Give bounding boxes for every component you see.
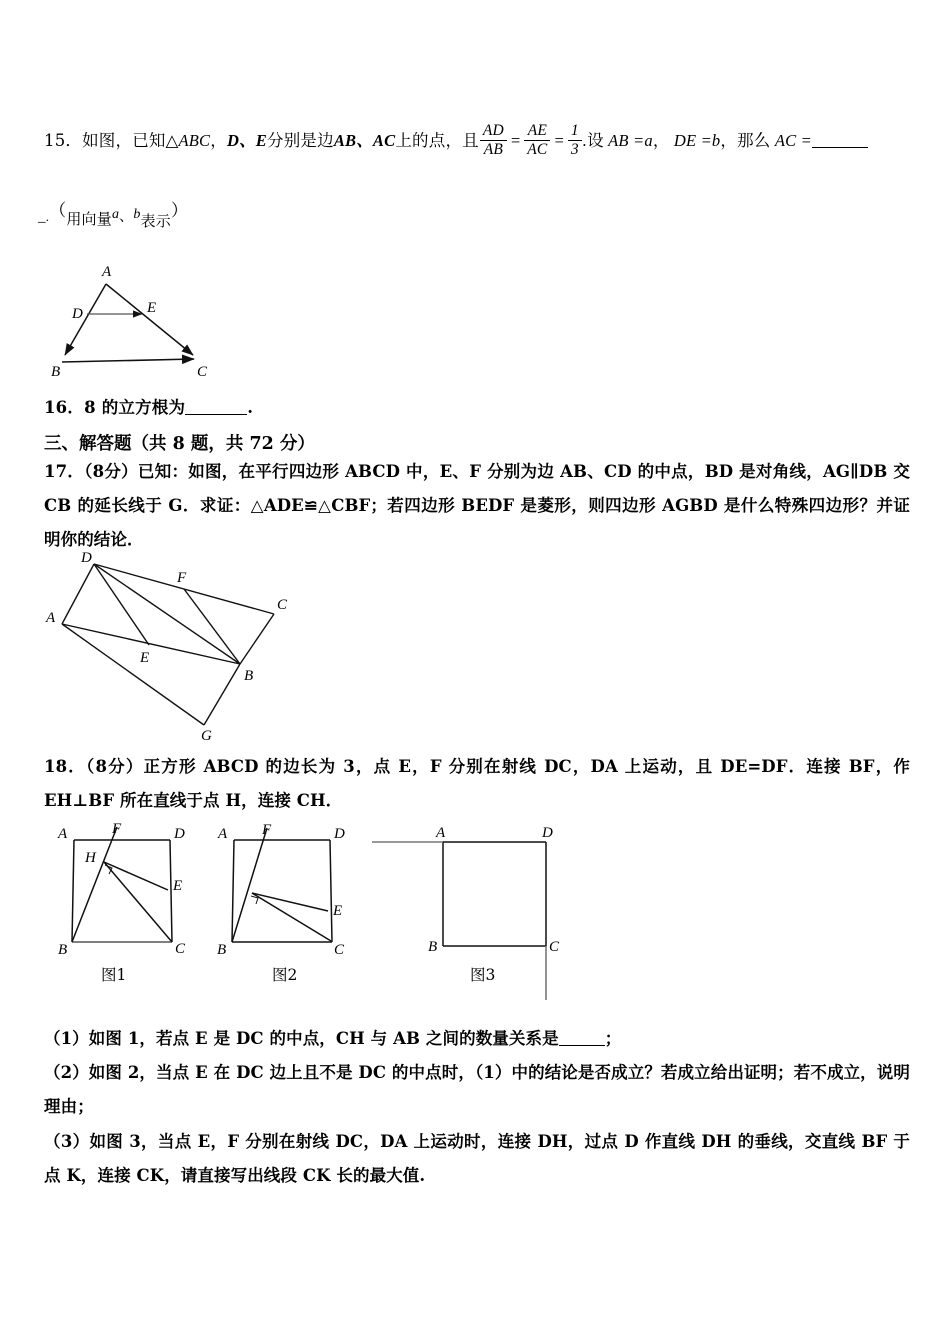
label-a: A [46, 610, 56, 626]
segment-hc [252, 893, 331, 941]
fraction-denominator: 3 [568, 140, 582, 159]
q18-sub1-text: （1）如图 1，若点 E 是 DC 的中点，CH 与 AB 之间的数量关系是 [44, 1029, 559, 1048]
triangle-abc-figure [48, 258, 248, 383]
segment-db [94, 564, 240, 664]
q15-de: D、E [226, 131, 267, 151]
q15-ab: AB [608, 131, 629, 151]
vector-bc [62, 359, 194, 362]
label-c: C [549, 939, 560, 955]
square-figure-2-svg [212, 822, 362, 962]
label-h: H [85, 850, 96, 866]
q15-line2-vector-b: b [133, 207, 141, 222]
label-b: B [58, 942, 68, 958]
vector-ac [106, 284, 193, 355]
square-figure-2 [212, 822, 362, 962]
fraction-numerator: AD [482, 122, 504, 139]
label-d: D [174, 826, 185, 842]
fraction-ad-ab [480, 122, 507, 159]
q15-line2-cn-1: 用向量 [66, 210, 112, 228]
q15-text-c: 上的点，且 [395, 131, 479, 151]
label-a: A [218, 826, 228, 842]
segment-ba [232, 840, 234, 942]
segment-bf [72, 827, 117, 942]
segment-cb [240, 614, 274, 664]
equals-sign-2: = [553, 130, 565, 150]
label-b: B [428, 939, 438, 955]
segment-dc [170, 840, 172, 942]
section-3-title: 三、解答题（共 8 题，共 72 分） [44, 434, 315, 454]
answer-blank-q15[interactable] [812, 147, 868, 148]
figure-1-caption: 图1 [101, 966, 127, 984]
label-e: E [333, 903, 343, 919]
q15-comma-1: ， [210, 131, 227, 151]
segment-dc [330, 840, 332, 942]
q15-eq-4: = [700, 131, 712, 151]
question-15-line-2 [38, 203, 188, 229]
figure-3-caption: 图3 [470, 966, 496, 984]
segment-he [104, 862, 168, 890]
segment-ba [72, 840, 74, 942]
q17-number: 17． [44, 462, 85, 481]
q15-paren-open: （ [49, 201, 67, 221]
square-figure-1-svg [52, 822, 202, 962]
label-d: D [542, 825, 553, 841]
label-f: F [177, 570, 187, 586]
question-18-text [44, 750, 910, 818]
q15-line2-cn-2: 表示 [140, 212, 171, 230]
q15-text-b: 分别是边 [267, 131, 334, 151]
q15-paren-close: ） [170, 201, 189, 221]
segment-ba [62, 624, 240, 664]
q15-line2-dot: . [45, 209, 50, 224]
label-e: E [140, 650, 150, 666]
label-b: B [244, 668, 254, 684]
label-f: F [262, 822, 272, 838]
q16-number: 16． [44, 398, 85, 417]
question-17-text [44, 455, 910, 557]
segment-gb [204, 664, 240, 725]
question-18-sub-2: （2）如图 2，当点 E 在 DC 边上且不是 DC 的中点时，（1）中的结论是否成立？若成立给出证明；若不成立，说明理由； [44, 1063, 910, 1117]
q15-period: . [582, 131, 588, 151]
label-c: C [175, 941, 186, 957]
q18-number: 18． [44, 757, 86, 776]
label-d: D [72, 306, 83, 322]
label-d: D [81, 552, 92, 566]
segment-he [252, 893, 328, 911]
parallelogram-abcd-svg [44, 552, 314, 742]
q15-ab-ac: AB、AC [333, 131, 396, 151]
label-a: A [102, 264, 112, 280]
label-b: B [51, 364, 61, 380]
q15-text-e: 那么 [737, 131, 771, 151]
label-g: G [201, 728, 212, 742]
label-d: D [334, 826, 345, 842]
q15-abc: ABC [178, 131, 211, 151]
equals-sign-1: = [509, 130, 522, 150]
q15-line2-separator: 、 [119, 209, 134, 225]
q15-eq-5: = [800, 131, 812, 151]
q18-score: （8分） [85, 757, 144, 776]
q17-body: 已知：如图，在平行四边形 ABCD 中，E、F 分别为边 AB、CD 的中点，BD 是对角线，AG∥DB 交 CB 的延长线于 G．求证：△ADE≌△CBF；若四边形 BEDF 是菱形，则四边形 AGBD 是什么特殊四边形？并证明你的结论． [44, 462, 910, 550]
fraction-denominator: AC [524, 140, 550, 159]
q18-body: 正方形 ABCD 的边长为 3，点 E，F 分别在射线 DC，DA 上运动，且 DE=DF．连接 BF，作 EH⊥BF 所在直线于点 H，连接 CH． [44, 757, 910, 811]
q16-period: . [247, 398, 254, 417]
label-c: C [277, 597, 288, 613]
question-18-sub-1 [44, 1022, 910, 1056]
segment-ag [62, 624, 204, 725]
label-c: C [334, 942, 345, 958]
q18-sub1-tail: ； [604, 1029, 622, 1048]
label-a: A [58, 826, 68, 842]
fraction-one-third [568, 122, 582, 159]
segment-ad [62, 564, 94, 624]
right-angle-mark-h [105, 865, 112, 874]
square-figure-1 [52, 822, 202, 962]
segment-hc [104, 862, 172, 942]
fraction-numerator: 1 [570, 122, 579, 139]
label-e: E [147, 300, 157, 316]
fraction-ae-ac [524, 122, 550, 159]
q15-text-d: 设 [587, 131, 604, 151]
question-18-sub-3: （3）如图 3，当点 E，F 分别在射线 DC，DA 上运动时，连接 DH，过点 D 作直线 DH 的垂线，交直线 BF 于点 K，连接 CK，请直接写出线段 CK 长的最大值. [44, 1132, 910, 1186]
q15-vector-a: a [644, 131, 653, 151]
label-e: E [173, 878, 183, 894]
q15-comma-3: ， [720, 131, 738, 151]
q15-number: 15． [44, 131, 83, 151]
q15-ac: AC [774, 131, 797, 151]
q15-text-a: 如图，已知△ [82, 131, 179, 151]
label-b: B [217, 942, 227, 958]
question-15-line-1 [44, 124, 868, 161]
q17-score: （8分） [84, 462, 138, 481]
label-a: A [436, 825, 446, 841]
answer-blank-q16[interactable] [185, 414, 247, 415]
fraction-numerator: AE [527, 122, 548, 139]
answer-blank-q18-1[interactable] [559, 1045, 605, 1046]
segment-bf [232, 828, 267, 942]
triangle-abc-svg [48, 258, 248, 383]
q15-eq-3: = [633, 131, 645, 151]
q15-line2-prefix: _ [38, 209, 46, 225]
fraction-denominator: AB [480, 140, 507, 159]
q15-comma-2: ， [652, 131, 670, 151]
right-angle-mark-h [251, 896, 258, 904]
question-16 [44, 395, 253, 421]
q15-de-seg: DE [673, 131, 697, 151]
label-f: F [112, 822, 122, 837]
label-c: C [197, 364, 208, 380]
q15-line2-vector-a: a [111, 207, 120, 222]
q15-vector-b: b [711, 131, 721, 151]
q16-text: 8 的立方根为 [84, 398, 186, 417]
parallelogram-abcd-figure [44, 552, 314, 742]
figure-2-caption: 图2 [272, 966, 298, 984]
